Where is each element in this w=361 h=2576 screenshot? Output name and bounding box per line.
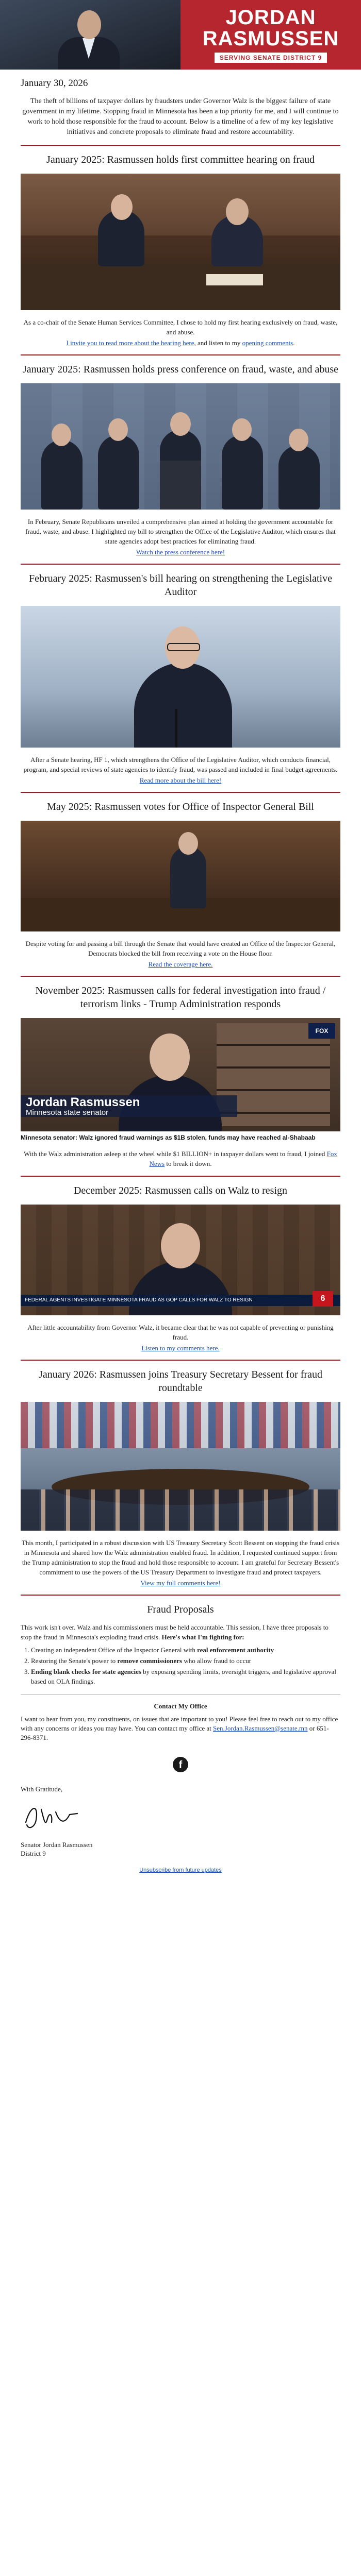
section-caption: After little accountability from Governor Walz, it became clear that he was not capable of preventing or punishing fraud. (27, 1324, 334, 1341)
section-caption: After a Senate hearing, HF 1, which strengthens the Office of the Legislative Auditor, which conducts financial, program, and special reviews of state agencies to identify fraud, was passed and included in final budget agreements. (23, 756, 338, 773)
list-item (31, 1645, 340, 1655)
signature (0, 1794, 361, 1840)
proposals-intro-bold: Here's what I'm fighting for: (161, 1633, 244, 1641)
section-committee-hearing (0, 146, 361, 354)
caption-start: With the Walz administration asleep at the wheel while $1 BILLION+ in taxpayer dollars went to fraud, I joined (24, 1150, 327, 1158)
link-connector: , and listen to my (194, 339, 242, 347)
section-inspector-general (0, 793, 361, 976)
intro-text: The theft of billions of taxpayer dollars by fraudsters under Governor Walz is the biggest failure of state government in my lifetime. Stopping fraud in Minnesota has been a top priority for me, and I will continue to work to hold those responsible for the fraud to account. Below is a timeline of a few of my key legislative initiatives and concrete proposals to eliminate fraud and restore accountability. (22, 97, 339, 136)
opening-comments-link[interactable]: opening comments (242, 339, 293, 347)
footer-name: Senator Jordan Rasmussen (21, 1841, 93, 1849)
fox-news-link[interactable]: Fox News (149, 1150, 337, 1167)
item-bold: Ending blank checks for state agencies (31, 1668, 141, 1675)
item-text: Creating an independent Office of the Inspector General with (31, 1646, 198, 1654)
proposals-intro-text: This work isn't over. Walz and his commissioners must be held accountable. This session, I have three proposals to stop the fraud in Minnesota's exploding fraud crisis. (21, 1623, 329, 1641)
roundtable-photo (21, 1402, 340, 1531)
proposals-list (21, 1645, 340, 1686)
network-logo: FOX (308, 1023, 335, 1039)
footer-district: District 9 (21, 1850, 46, 1857)
news-interview-photo (21, 1205, 340, 1315)
link-line (21, 1344, 340, 1352)
proposals-intro (21, 1622, 340, 1642)
fraud-proposals (0, 1596, 361, 1694)
lower-third (21, 1095, 237, 1117)
section-federal-investigation (0, 977, 361, 1176)
senator-photo (0, 0, 180, 70)
auditor-bill-link[interactable]: Read more about the bill here! (139, 776, 222, 784)
link-line (21, 960, 340, 969)
social-links (0, 1750, 361, 1780)
section-caption: Despite voting for and passing a bill through the Senate that would have created an Office of the Inspector General, Democrats blocked the bill from receiving a vote on the House floor. (25, 940, 336, 957)
section-title: January 2025: Rasmussen holds first committee hearing on fraud (46, 154, 315, 165)
link-line (21, 548, 340, 556)
contact-body (21, 1715, 340, 1742)
brand-last-name: RASMUSSEN (202, 27, 339, 50)
press-conference-link[interactable]: Watch the press conference here! (136, 548, 225, 556)
section-title: January 2025: Rasmussen holds press conference on fraud, waste, and abuse (22, 364, 339, 375)
item-text: by exposing spending limits, oversight triggers, and legislative approval based on OLA findings. (31, 1668, 336, 1685)
proposals-title: Fraud Proposals (147, 1604, 214, 1615)
facebook-icon[interactable]: f (173, 1757, 188, 1772)
press-conference-photo (21, 383, 340, 510)
section-caption: This month, I participated in a robust discussion with US Treasury Secretary Scott Bessent on stopping the fraud crisis in Minnesota and shared how the Walz administration enabled fraud. In addition, I requested continued support from the Trump administration to stop the fraud and hold those responsible to account. I am grateful for Secretary Bessent's commitment to use the powers of the US Treasury Department to investigate fraud and protect taxpayers. (21, 1539, 340, 1576)
section-press-conference (0, 355, 361, 564)
news-chyron: FEDERAL AGENTS INVESTIGATE MINNESOTA FRAUD AS GOP CALLS FOR WALZ TO RESIGN (21, 1295, 340, 1306)
senate-hearing-photo (21, 606, 340, 748)
hearing-photo (21, 174, 340, 310)
full-comments-link[interactable]: View my full comments here! (140, 1579, 221, 1587)
brand-tagline: SERVING SENATE DISTRICT 9 (215, 53, 327, 63)
header-banner (0, 0, 361, 70)
section-caption (21, 1149, 340, 1168)
brand-block (180, 0, 361, 70)
contact-title: Contact My Office (154, 1702, 207, 1710)
item-bold: remove commissioners (117, 1657, 183, 1665)
tv-interview-photo (21, 1018, 340, 1131)
hearing-link[interactable]: I invite you to read more about the hearing here (66, 339, 194, 347)
section-title: January 2026: Rasmussen joins Treasury Secretary Bessent for fraud roundtable (39, 1369, 322, 1394)
newsletter-date: January 30, 2026 (21, 78, 88, 89)
item-text: who allow fraud to occur (182, 1657, 252, 1665)
item-text: Restoring the Senate's power to (31, 1657, 118, 1665)
station-logo: 6 (313, 1291, 333, 1307)
list-item (31, 1656, 340, 1666)
signoff: With Gratitude, (21, 1785, 63, 1793)
unsubscribe-footer (0, 1858, 361, 1887)
item-bold: real enforcement authority (197, 1646, 274, 1654)
lower-third-name: Jordan Rasmussen (26, 1095, 140, 1109)
unsubscribe-link[interactable]: Unsubscribe from future updates (139, 1867, 222, 1873)
phone-number: 651-296-8371 (21, 1724, 329, 1741)
caption-end: to break it down. (165, 1160, 212, 1167)
link-line (21, 339, 340, 347)
comments-link[interactable]: Listen to my comments here. (141, 1344, 220, 1352)
section-caption: In February, Senate Republicans unveiled a comprehensive plan aimed at holding the government accountable for fraud, waste, and abuse. I highlighted my bill to strengthen the Office of the Legislative Auditor, which ensures that state agencies adopt best practices for eliminating fraud. (25, 518, 336, 545)
section-title: November 2025: Rasmussen calls for federal investigation into fraud / terrorism links - Trump Administration responds (35, 985, 326, 1010)
section-legislative-auditor (0, 565, 361, 792)
coverage-link[interactable]: Read the coverage here. (148, 960, 213, 968)
link-line (21, 776, 340, 785)
brand-first-name: JORDAN (225, 6, 316, 29)
section-treasury-roundtable (0, 1361, 361, 1595)
email-link[interactable]: Sen.Jordan.Rasmussen@senate.mn (213, 1724, 308, 1732)
section-caption: As a co-chair of the Senate Human Services Committee, I chose to hold my first hearing exclusively on fraud, waste, and abuse. (23, 318, 338, 336)
list-item (31, 1667, 340, 1686)
section-resign-call (0, 1177, 361, 1360)
signature-icon (21, 1799, 83, 1835)
contact-text: or (307, 1724, 317, 1732)
link-line (21, 1579, 340, 1587)
section-title: February 2025: Rasmussen's bill hearing on strengthening the Legislative Auditor (29, 573, 332, 598)
contact-section (0, 1695, 361, 1750)
link-end: . (293, 339, 295, 347)
contact-text: . (46, 1734, 48, 1741)
senate-floor-photo (21, 821, 340, 931)
ticker-text: Minnesota senator: Walz ignored fraud warnings as $1B stolen, funds may have reached al-Shabaab (21, 1134, 316, 1141)
contact-text: I want to hear from you, my constituents, on issues that are important to you! Please feel free to reach out to my office with any concerns or ideas you may have. You can contact my office at (21, 1715, 338, 1732)
headline-ticker (21, 1131, 340, 1144)
section-title: May 2025: Rasmussen votes for Office of Inspector General Bill (47, 801, 314, 812)
section-title: December 2025: Rasmussen calls on Walz to resign (73, 1185, 288, 1196)
lower-third-title: Minnesota state senator (26, 1108, 109, 1117)
